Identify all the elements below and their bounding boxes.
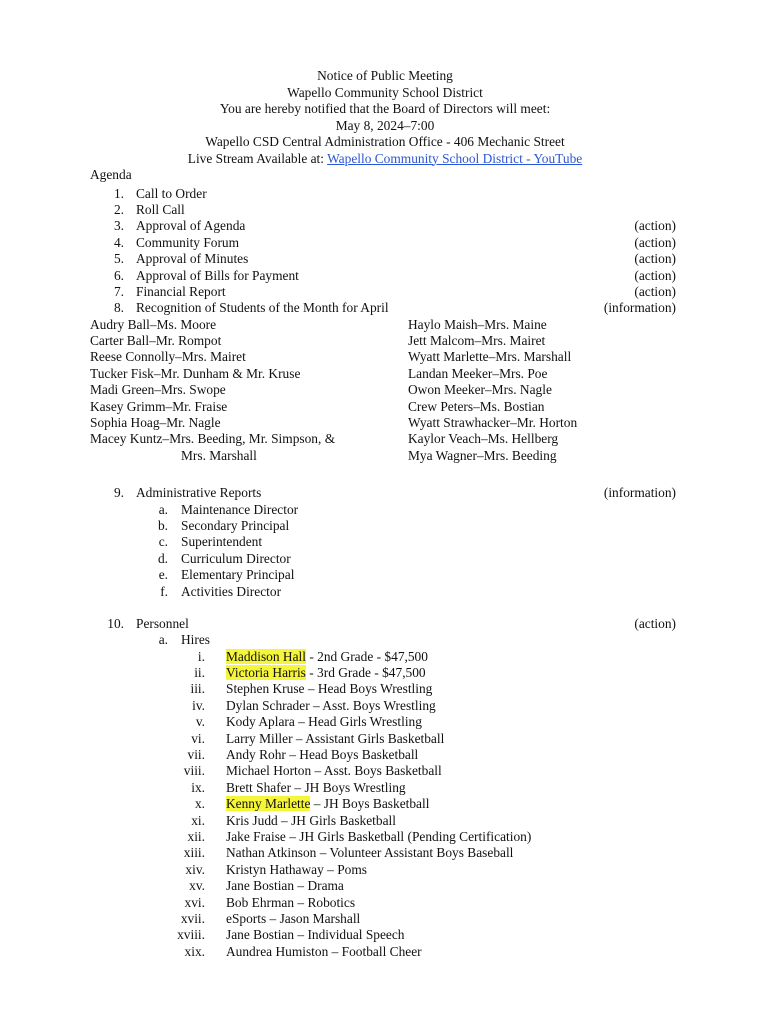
agenda-item-text: Call to Order (136, 185, 207, 201)
hire-item (0, 681, 770, 698)
student-recognition: Haylo Maish–Mrs. Maine (408, 316, 547, 332)
hire-text (226, 862, 367, 879)
youtube-link[interactable]: Wapello Community School District - YouTube (327, 150, 583, 166)
hire-text (226, 878, 344, 895)
agenda-item-text: Administrative Reports (136, 485, 262, 500)
agenda-item-tag: (action) (634, 234, 676, 250)
admin-report-item (0, 567, 770, 584)
hire-detail: Kody Aplara – Head Girls Wrestling (226, 714, 422, 730)
hire-item (0, 878, 770, 895)
hire-text (226, 796, 429, 813)
hire-number: xix. (184, 943, 205, 959)
student-recognition: Landan Meeker–Mrs. Poe (408, 365, 548, 381)
hire-item (0, 780, 770, 797)
agenda-item (0, 268, 770, 285)
hire-item (0, 747, 770, 764)
agenda-item-number: 6. (113, 267, 124, 283)
agenda-item-number: 1. (113, 185, 124, 201)
highlighted-name: Victoria Harris (226, 664, 306, 680)
hire-item (0, 944, 770, 961)
sub-item-letter: e. (158, 567, 168, 583)
hire-item (0, 763, 770, 780)
agenda-item-text: Community Forum (136, 234, 240, 250)
hire-item (0, 649, 770, 666)
student-recognition: Tucker Fisk–Mr. Dunham & Mr. Kruse (90, 365, 301, 381)
agenda-item-text: Approval of Agenda (136, 218, 246, 234)
hire-number: ii. (194, 664, 205, 680)
meeting-location: Wapello CSD Central Administration Office - 406 Mechanic Street (205, 134, 565, 149)
hire-number: xi. (191, 812, 205, 828)
agenda-item-text: Approval of Bills for Payment (136, 267, 299, 283)
hire-item (0, 895, 770, 912)
agenda-item-number: 3. (113, 218, 124, 234)
hire-detail: Dylan Schrader – Asst. Boys Wrestling (226, 697, 436, 713)
agenda-item-tag: (information) (603, 485, 676, 500)
hire-number: viii. (183, 763, 205, 779)
hire-item (0, 796, 770, 813)
hire-text (226, 911, 360, 928)
agenda-item-number: 4. (113, 234, 124, 250)
hire-number: xiv. (185, 861, 205, 877)
student-recognition: Sophia Hoag–Mr. Nagle (90, 414, 221, 430)
agenda-item (0, 202, 770, 219)
student-recognition: Wyatt Marlette–Mrs. Marshall (408, 349, 572, 365)
agenda-item-number: 8. (113, 300, 124, 316)
hire-detail: – JH Boys Basketball (310, 796, 430, 812)
hire-detail: Kristyn Hathaway – Poms (226, 861, 367, 877)
agenda-item-tag: (action) (634, 283, 676, 299)
hire-text (226, 731, 444, 748)
agenda-item-number: 10. (107, 616, 124, 631)
hire-detail: Jane Bostian – Drama (226, 878, 344, 894)
hire-text (226, 813, 396, 830)
student-recognition: Wyatt Strawhacker–Mr. Horton (408, 414, 578, 430)
student-recognition: Carter Ball–Mr. Rompot (90, 332, 222, 348)
agenda-item-tag: (action) (634, 218, 676, 234)
hire-number: xv. (189, 878, 205, 894)
district-name: Wapello Community School District (287, 84, 483, 100)
agenda-item (0, 284, 770, 301)
meeting-datetime: May 8, 2024–7:00 (335, 117, 435, 133)
admin-report-item (0, 551, 770, 568)
agenda-item (0, 186, 770, 203)
hire-text (226, 829, 531, 846)
hire-detail: Brett Shafer – JH Boys Wrestling (226, 779, 406, 795)
agenda-item-tag: (action) (634, 267, 676, 283)
hire-number: xvii. (180, 910, 205, 926)
hire-item (0, 813, 770, 830)
agenda-item-administrative-reports (0, 485, 770, 502)
agenda-item-number: 2. (113, 201, 124, 217)
admin-report-item (0, 502, 770, 519)
sub-item-text: Superintendent (181, 534, 263, 550)
hire-text (226, 944, 422, 961)
meeting-header (0, 68, 770, 167)
hire-text (226, 698, 436, 715)
hire-detail: Bob Ehrman – Robotics (226, 894, 356, 910)
hire-detail: Nathan Atkinson – Volunteer Assistant Boys Baseball (226, 845, 514, 861)
hire-detail: Jake Fraise – JH Girls Basketball (Pending Certification) (226, 828, 532, 844)
agenda-item-number: 9. (113, 485, 124, 500)
hire-number: ix. (191, 779, 205, 795)
hire-number: i. (197, 648, 205, 664)
live-stream-label: Live Stream Available at: (187, 150, 328, 166)
hire-text (226, 649, 428, 666)
hire-item (0, 731, 770, 748)
admin-report-item (0, 518, 770, 535)
student-recognition: Kaylor Veach–Ms. Hellberg (408, 431, 559, 447)
live-stream-line (0, 151, 770, 168)
student-recognition: Owon Meeker–Mrs. Nagle (408, 382, 552, 398)
agenda-item-tag: (information) (603, 300, 676, 316)
agenda-item-text: Roll Call (136, 201, 185, 217)
student-recognition: Audry Ball–Ms. Moore (90, 316, 217, 332)
hire-text (226, 927, 405, 944)
hire-detail: Jane Bostian – Individual Speech (226, 927, 405, 943)
hire-number: x. (194, 796, 205, 812)
hire-text (226, 665, 426, 682)
highlighted-name: Kenny Marlette (226, 796, 311, 812)
hire-item (0, 911, 770, 928)
hire-number: v. (195, 714, 205, 730)
sub-item-letter: c. (158, 534, 168, 550)
hire-item (0, 698, 770, 715)
sub-item-letter: a. (158, 632, 168, 647)
hire-detail: Aundrea Humiston – Football Cheer (226, 943, 422, 959)
sub-item-letter: b. (157, 517, 168, 533)
hire-item (0, 927, 770, 944)
hire-number: xii. (187, 828, 205, 844)
agenda-item-tag: (action) (634, 616, 676, 631)
student-recognition: Kasey Grimm–Mr. Fraise (90, 398, 228, 414)
student-recognition: Macey Kuntz–Mrs. Beeding, Mr. Simpson, & (90, 431, 336, 447)
hire-number: xiii. (183, 845, 205, 861)
agenda-item (0, 251, 770, 268)
student-recognition: Reese Connolly–Mrs. Mairet (90, 349, 246, 365)
agenda-item-text: Approval of Minutes (136, 251, 249, 267)
notice-text: You are hereby notified that the Board of Directors will meet: (219, 101, 551, 116)
hire-text (226, 714, 422, 731)
agenda-item-personnel (0, 616, 770, 633)
hire-text (226, 895, 355, 912)
hire-detail: - 3rd Grade - $47,500 (305, 664, 426, 680)
agenda-item-number: 7. (113, 283, 124, 299)
sub-item-text: Maintenance Director (181, 501, 299, 517)
hire-number: vi. (191, 730, 205, 746)
agenda-item (0, 218, 770, 235)
sub-item-text: Curriculum Director (181, 550, 291, 566)
hire-detail: - 2nd Grade - $47,500 (305, 648, 428, 664)
hire-item (0, 714, 770, 731)
agenda-label: Agenda (90, 167, 132, 182)
notice-title: Notice of Public Meeting (317, 68, 453, 83)
student-recognition: Crew Peters–Ms. Bostian (408, 398, 545, 414)
agenda-item (0, 300, 770, 317)
hire-detail: eSports – Jason Marshall (226, 910, 361, 926)
sub-item-letter: a. (158, 501, 168, 517)
agenda-item (0, 235, 770, 252)
hire-item (0, 845, 770, 862)
hire-text (226, 845, 513, 862)
hire-item (0, 665, 770, 682)
agenda-item-text: Personnel (136, 616, 189, 631)
hire-detail: Michael Horton – Asst. Boys Basketball (226, 763, 442, 779)
highlighted-name: Maddison Hall (226, 648, 306, 664)
student-recognition: Jett Malcom–Mrs. Mairet (408, 332, 546, 348)
hire-detail: Kris Judd – JH Girls Basketball (226, 812, 396, 828)
hire-text (226, 780, 406, 797)
agenda-item-number: 5. (113, 251, 124, 267)
sub-item-text: Hires (181, 632, 211, 647)
hire-item (0, 862, 770, 879)
sub-item-text: Elementary Principal (181, 567, 295, 583)
hire-number: iv. (192, 697, 205, 713)
student-recognition: Mya Wagner–Mrs. Beeding (408, 447, 557, 463)
hires-subheading (0, 632, 770, 649)
hire-text (226, 747, 418, 764)
sub-item-text: Activities Director (181, 583, 282, 599)
agenda-item-text: Financial Report (136, 283, 226, 299)
hire-number: xvi. (184, 894, 205, 910)
agenda-item-text: Recognition of Students of the Month for April (136, 300, 389, 316)
student-recognition: Madi Green–Mrs. Swope (90, 382, 226, 398)
sub-item-text: Secondary Principal (181, 517, 290, 533)
sub-item-letter: f. (160, 583, 168, 599)
hire-text (226, 681, 432, 698)
hire-number: xviii. (177, 927, 205, 943)
sub-item-letter: d. (157, 550, 168, 566)
agenda-item-tag: (action) (634, 251, 676, 267)
hire-detail: Andy Rohr – Head Boys Basketball (226, 746, 419, 762)
hire-detail: Larry Miller – Assistant Girls Basketball (226, 730, 445, 746)
student-name-continuation: Mrs. Marshall (181, 448, 257, 463)
admin-report-item (0, 584, 770, 601)
hire-item (0, 829, 770, 846)
hire-number: vii. (187, 746, 205, 762)
hire-number: iii. (190, 681, 205, 697)
hire-text (226, 763, 442, 780)
hire-detail: Stephen Kruse – Head Boys Wrestling (226, 681, 433, 697)
admin-report-item (0, 534, 770, 551)
